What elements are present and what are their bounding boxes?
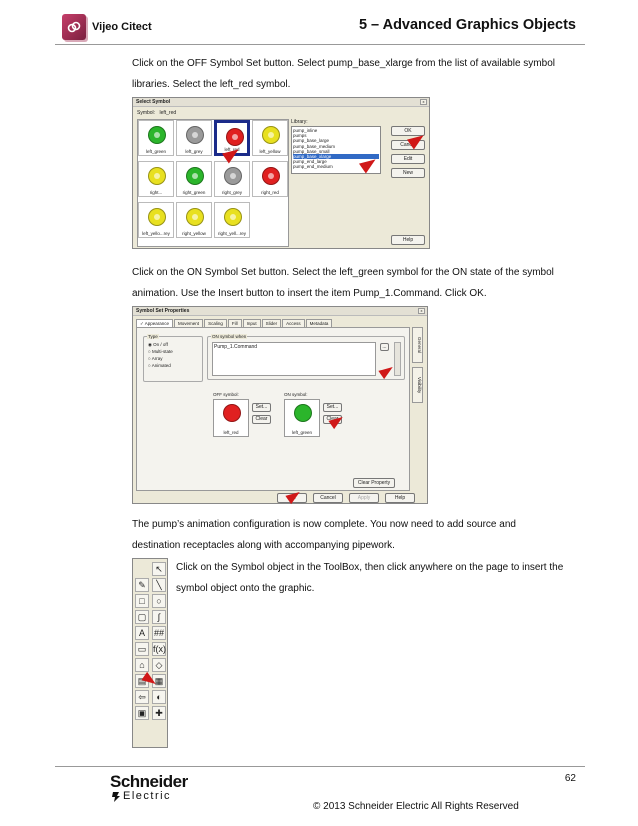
tool-pen-icon[interactable]: ✎ — [135, 578, 149, 592]
symbol-tile[interactable] — [214, 202, 250, 238]
symbol-tile[interactable] — [138, 161, 174, 197]
tool-cicode-icon[interactable]: ⇦ — [135, 690, 149, 704]
close-icon[interactable]: x — [420, 99, 427, 105]
on-symbol-preview — [284, 399, 320, 437]
on-when-label: ON symbol when — [212, 334, 247, 339]
library-list-item[interactable]: pumps — [293, 133, 307, 139]
library-list-item[interactable]: pump_base_large — [293, 138, 330, 144]
pump-icon — [148, 126, 166, 144]
on-symbol-when-group — [207, 336, 405, 380]
off-clear-button[interactable]: Clear — [252, 415, 271, 424]
symbol-set-properties-dialog — [132, 306, 428, 504]
type-radio[interactable]: ○ Array — [148, 356, 163, 361]
symbol-tile-label: right_red — [261, 190, 279, 195]
header-rule — [55, 44, 585, 45]
symbol-tile-label: right... — [149, 190, 163, 195]
help-button[interactable]: Help — [391, 235, 425, 245]
symbol-tile[interactable] — [138, 120, 174, 156]
tool-genie-icon[interactable]: ◐ — [152, 690, 166, 704]
side-tab-general[interactable]: General — [412, 327, 423, 363]
tool-number-icon[interactable]: ## — [153, 628, 164, 638]
pump-icon — [262, 167, 280, 185]
cancel-button[interactable]: Cancel — [391, 140, 425, 150]
on-set-button[interactable]: Set... — [323, 403, 342, 412]
tab-input[interactable]: Input — [243, 319, 261, 327]
on-clear-button[interactable]: Clear — [323, 415, 342, 424]
library-list-item[interactable]: pump_inline — [293, 128, 318, 133]
tool-function-icon[interactable]: f(x) — [153, 644, 166, 654]
symbol-field — [137, 110, 176, 116]
library-list-item[interactable]: pump_end_large — [293, 159, 327, 165]
on-when-expression-input[interactable]: Pump_1.Command — [212, 342, 376, 376]
symbol-tile[interactable] — [176, 161, 212, 197]
symbol-tile-label: right_grey — [221, 190, 242, 195]
toolbox — [132, 558, 168, 748]
app-name: Vijeo Citect — [92, 21, 152, 33]
tool-button-icon[interactable]: ▭ — [135, 642, 149, 656]
symbol-tile-label: left_yellow — [259, 149, 281, 154]
step2-text — [132, 262, 582, 304]
pump-icon — [186, 167, 204, 185]
pump-icon — [148, 167, 166, 185]
library-list-item[interactable]: pump_base_medium — [293, 143, 336, 149]
symbol-tile[interactable] — [252, 120, 288, 156]
insert-tag-button[interactable]: ... — [380, 343, 389, 351]
close-icon[interactable]: x — [418, 308, 425, 314]
symbol-tile-label: left_green — [145, 149, 166, 154]
pump-icon — [186, 126, 204, 144]
type-group — [143, 336, 203, 382]
tab-appearance[interactable]: ✓ Appearance — [136, 319, 173, 327]
schneider-logo-subtitle: Electric — [123, 790, 172, 802]
ok-button[interactable]: OK — [391, 126, 425, 136]
tab-bar — [136, 319, 333, 327]
tool-rectangle-icon[interactable]: □ — [135, 594, 149, 608]
tab-fill[interactable]: Fill — [228, 319, 242, 327]
tool-group-icon[interactable]: ▣ — [135, 706, 149, 720]
symbol-grid — [137, 119, 289, 247]
side-tab-bar — [412, 327, 424, 407]
pump-icon — [148, 208, 166, 226]
step2-line1: Click on the ON Symbol Set button. Select the left_green symbol for the ON state of the symbol — [132, 267, 554, 278]
appearance-panel — [136, 327, 410, 491]
step1-text — [132, 53, 582, 95]
tool-pointer-icon[interactable]: ↖ — [152, 562, 166, 576]
off-symbol-label: OFF symbol: — [213, 392, 239, 397]
select-symbol-dialog — [132, 97, 430, 249]
step4-line1: Click on the Symbol object in the ToolBox, then click anywhere on the page to insert the — [176, 562, 564, 573]
symbol-tile[interactable] — [176, 202, 212, 238]
symbol-tile-label: right_yell...rey — [217, 231, 246, 236]
pump-icon — [223, 404, 241, 422]
footer-rule — [55, 766, 585, 767]
tool-polyline-icon[interactable]: ∫ — [152, 610, 166, 624]
on-symbol-name: left_green — [291, 430, 312, 435]
tab-metadata[interactable]: Metadata — [306, 319, 333, 327]
symbol-tile[interactable] — [176, 120, 212, 156]
step2-line2: animation. Use the Insert button to insert the item Pump_1.Command. Click OK. — [132, 288, 487, 299]
step3-text — [132, 514, 582, 556]
symbol-tile-label: right_yellow — [182, 231, 206, 236]
step3-line2: destination receptacles along with accompanying pipework. — [132, 540, 395, 551]
help-button[interactable]: Help — [385, 493, 415, 503]
symbol-tile-label: left_red — [224, 147, 240, 152]
chapter-title: 5 – Advanced Graphics Objects — [358, 17, 576, 33]
step1-line2: libraries. Select the left_red symbol. — [132, 79, 291, 90]
symbol-tile[interactable] — [138, 202, 174, 238]
select-symbol-titlebar: Select Symbol — [133, 98, 429, 107]
tool-snap-icon[interactable]: ✚ — [152, 706, 166, 720]
library-list-item[interactable]: pump_base_small — [293, 148, 330, 154]
tool-text-icon[interactable]: A — [135, 626, 149, 640]
pump-icon — [226, 128, 244, 146]
step4-text — [176, 557, 586, 599]
pump-icon — [224, 167, 242, 185]
on-symbol-label: ON symbol: — [284, 392, 308, 397]
tab-slider[interactable]: Slider — [262, 319, 282, 327]
tool-pipe-icon[interactable]: ◇ — [152, 658, 166, 672]
tool-line-icon[interactable]: ╲ — [152, 578, 166, 592]
symbol-tile[interactable] — [214, 161, 250, 197]
symbol-tile-label: right_green — [182, 190, 206, 195]
tool-ellipse-icon[interactable]: ○ — [152, 594, 166, 608]
type-radio[interactable]: ○ Animated — [148, 363, 171, 368]
tool-table-icon[interactable]: ▦ — [152, 674, 166, 688]
tool-symbol-icon[interactable]: ⌂ — [135, 658, 149, 672]
new-button[interactable]: New — [391, 168, 425, 178]
ok-button[interactable]: OK — [277, 493, 307, 503]
pump-icon — [186, 208, 204, 226]
library-list-item[interactable]: pump_base_xlarge — [293, 154, 379, 159]
type-radio[interactable]: ○ Multi-state — [148, 349, 173, 354]
schneider-logo-icon — [111, 790, 121, 802]
pump-icon — [262, 126, 280, 144]
edit-button[interactable]: Edit — [391, 154, 425, 164]
tab-movement[interactable]: Movement — [174, 319, 203, 327]
type-label: Type — [148, 334, 158, 339]
pump-icon — [224, 208, 242, 226]
apply-button[interactable]: Apply — [349, 493, 379, 503]
type-radio[interactable]: ◉ On / off — [148, 342, 168, 347]
symbol-value: left_red — [159, 110, 177, 116]
step4-line2: symbol object onto the graphic. — [176, 583, 315, 594]
off-set-button[interactable]: Set... — [252, 403, 271, 412]
symbol-tile-label: left_yello...rey — [142, 231, 170, 236]
symbol-tile[interactable] — [252, 161, 288, 197]
symbol-set-titlebar: Symbol Set Properties — [133, 307, 427, 316]
symbol-tile-label: left_grey — [185, 149, 203, 154]
tool-trend-icon[interactable]: ▤ — [135, 674, 149, 688]
cancel-button[interactable]: Cancel — [313, 493, 343, 503]
symbol-label: Symbol: — [137, 110, 156, 116]
tab-access[interactable]: Access — [282, 319, 305, 327]
off-symbol-name: left_red — [223, 430, 239, 435]
pump-icon — [294, 404, 312, 422]
off-symbol-preview — [213, 399, 249, 437]
tab-scaling[interactable]: Scaling — [204, 319, 227, 327]
library-label: Library: — [291, 119, 308, 125]
copyright-notice: © 2013 Schneider Electric All Rights Reserved — [313, 801, 519, 812]
step3-line1: The pump’s animation configuration is now complete. You now need to add source and — [132, 519, 516, 530]
clear-property-button[interactable]: Clear Property — [353, 478, 395, 488]
library-list-item[interactable]: pump_end_medium — [293, 164, 333, 170]
schneider-logo-wordmark: Schneider — [110, 772, 188, 791]
page-number: 62 — [564, 773, 576, 784]
tool-rounded-rect-icon[interactable]: ▢ — [135, 610, 149, 624]
side-tab-visibility[interactable]: Visibility — [412, 367, 423, 403]
step1-line1: Click on the OFF Symbol Set button. Select pump_base_xlarge from the list of available symbol — [132, 58, 555, 69]
vijeo-citect-logo-icon — [62, 14, 86, 40]
